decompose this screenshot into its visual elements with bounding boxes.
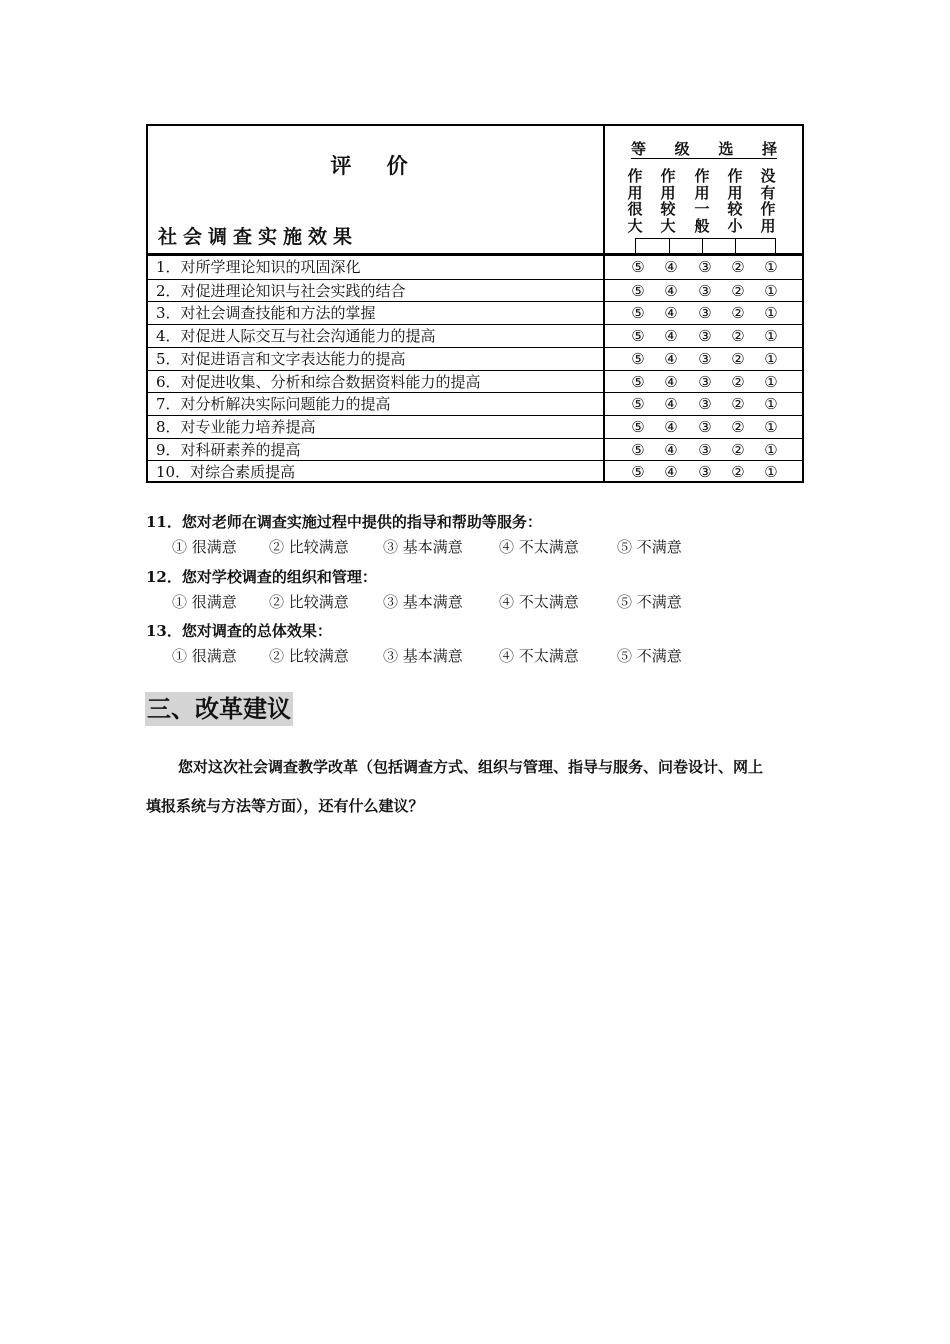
rating-choice[interactable]: ① (764, 258, 778, 276)
row-criterion: 5．对促进语言和文字表达能力的提高 (156, 349, 406, 368)
rating-choice[interactable]: ① (764, 327, 778, 346)
row-criterion: 4．对促进人际交互与社会沟通能力的提高 (156, 327, 436, 346)
grade-title-char: 选 (718, 140, 734, 158)
rating-choice[interactable]: ③ (698, 349, 712, 368)
rating-choice[interactable]: ⑤ (631, 463, 645, 482)
level-label-very-large: 作 用 很 大 (627, 167, 643, 235)
section-heading-reform-suggestions: 三、改革建议 (145, 692, 293, 726)
question-12-option-3[interactable]: ③ 基本满意 (383, 593, 463, 611)
grade-title-char: 择 (761, 140, 777, 158)
header-evaluation: 评 价 (330, 154, 422, 178)
question-11-option-4[interactable]: ④ 不太满意 (499, 538, 579, 556)
rating-choice[interactable]: ② (731, 281, 745, 300)
question-11-option-5[interactable]: ⑤ 不满意 (617, 538, 682, 556)
rating-choice[interactable]: ② (731, 258, 745, 276)
question-12-option-4[interactable]: ④ 不太满意 (499, 593, 579, 611)
level-bracket-tick (635, 238, 636, 254)
table-row (148, 347, 802, 370)
question-13-option-4[interactable]: ④ 不太满意 (499, 647, 579, 665)
rating-choice[interactable]: ⑤ (631, 258, 645, 276)
rating-choice[interactable]: ④ (664, 463, 678, 482)
rating-choice[interactable]: ④ (664, 372, 678, 391)
question-13-option-3[interactable]: ③ 基本满意 (383, 647, 463, 665)
question-11-option-3[interactable]: ③ 基本满意 (383, 538, 463, 556)
level-label-none: 没 有 作 用 (760, 167, 776, 235)
table-row (148, 460, 802, 483)
rating-choice[interactable]: ② (731, 463, 745, 482)
question-12-title: 12．您对学校调查的组织和管理： (146, 568, 377, 586)
question-11-option-2[interactable]: ② 比较满意 (269, 538, 349, 556)
table-row (148, 415, 802, 438)
table-row (148, 301, 802, 324)
rating-choice[interactable]: ② (731, 417, 745, 436)
rating-choice[interactable]: ① (764, 417, 778, 436)
grade-selection-title (631, 138, 777, 159)
table-header-left (148, 126, 604, 254)
rating-choice[interactable]: ② (731, 440, 745, 459)
header-implementation-effect: 社会调查实施效果 (158, 226, 359, 248)
table-row (148, 438, 802, 461)
level-bracket-tick (702, 238, 703, 254)
level-label-average: 作 用 一 般 (694, 167, 710, 235)
rating-choice[interactable]: ① (764, 463, 778, 482)
rating-choice[interactable]: ① (764, 281, 778, 300)
table-header-right (605, 126, 802, 254)
row-criterion: 6．对促进收集、分析和综合数据资料能力的提高 (156, 372, 481, 391)
level-bracket-tick (669, 238, 670, 254)
rating-choice[interactable]: ⑤ (631, 304, 645, 323)
rating-choice[interactable]: ② (731, 395, 745, 414)
suggestion-paragraph-line-2: 填报系统与方法等方面），还有什么建议？ (146, 797, 424, 815)
rating-choice[interactable]: ⑤ (631, 440, 645, 459)
row-criterion: 1．对所学理论知识的巩固深化 (156, 258, 361, 276)
rating-choice[interactable]: ③ (698, 304, 712, 323)
rating-choice[interactable]: ⑤ (631, 395, 645, 414)
row-criterion: 7．对分析解决实际问题能力的提高 (156, 395, 391, 414)
rating-choice[interactable]: ③ (698, 372, 712, 391)
grade-title-char: 等 (631, 140, 647, 158)
question-12-option-1[interactable]: ① 很满意 (172, 593, 237, 611)
row-criterion: 9．对科研素养的提高 (156, 440, 301, 459)
rating-choice[interactable]: ⑤ (631, 327, 645, 346)
level-label-small: 作 用 较 小 (727, 167, 743, 235)
row-criterion: 8．对专业能力培养提高 (156, 417, 316, 436)
row-criterion: 10．对综合素质提高 (156, 463, 296, 482)
rating-choice[interactable]: ① (764, 304, 778, 323)
rating-choice[interactable]: ④ (664, 281, 678, 300)
rating-choice[interactable]: ④ (664, 304, 678, 323)
rating-choice[interactable]: ② (731, 304, 745, 323)
table-row (148, 279, 802, 302)
question-13-title: 13．您对调查的总体效果： (146, 622, 332, 640)
table-row (148, 324, 802, 347)
rating-choice[interactable]: ③ (698, 463, 712, 482)
rating-choice[interactable]: ④ (664, 395, 678, 414)
rating-choice[interactable]: ⑤ (631, 372, 645, 391)
rating-choice[interactable]: ③ (698, 281, 712, 300)
rating-choice[interactable]: ② (731, 327, 745, 346)
question-13-option-1[interactable]: ① 很满意 (172, 647, 237, 665)
rating-choice[interactable]: ④ (664, 440, 678, 459)
rating-choice[interactable]: ④ (664, 417, 678, 436)
rating-choice[interactable]: ① (764, 395, 778, 414)
rating-choice[interactable]: ⑤ (631, 349, 645, 368)
question-11-option-1[interactable]: ① 很满意 (172, 538, 237, 556)
rating-choice[interactable]: ② (731, 349, 745, 368)
evaluation-table (146, 124, 804, 483)
question-11-title: 11．您对老师在调查实施过程中提供的指导和帮助等服务： (146, 513, 542, 531)
rating-choice[interactable]: ③ (698, 395, 712, 414)
suggestion-paragraph-line-1: 您对这次社会调查教学改革（包括调查方式、组织与管理、指导与服务、问卷设计、网上 (178, 758, 764, 776)
question-12-option-2[interactable]: ② 比较满意 (269, 593, 349, 611)
rating-choice[interactable]: ③ (698, 417, 712, 436)
rating-choice[interactable]: ⑤ (631, 417, 645, 436)
level-label-large: 作 用 较 大 (660, 167, 676, 235)
rating-choice[interactable]: ② (731, 372, 745, 391)
table-row (148, 392, 802, 415)
row-criterion: 2．对促进理论知识与社会实践的结合 (156, 281, 406, 300)
rating-choice[interactable]: ③ (698, 258, 712, 276)
table-row (148, 256, 802, 279)
rating-choice[interactable]: ④ (664, 349, 678, 368)
question-13-option-2[interactable]: ② 比较满意 (269, 647, 349, 665)
rating-choice[interactable]: ④ (664, 327, 678, 346)
grade-title-char: 级 (674, 140, 690, 158)
table-row (148, 370, 802, 393)
rating-choice[interactable]: ③ (698, 440, 712, 459)
level-bracket-tick (735, 238, 736, 254)
question-12-option-5[interactable]: ⑤ 不满意 (617, 593, 682, 611)
rating-choice[interactable]: ④ (664, 258, 678, 276)
rating-choice[interactable]: ① (764, 349, 778, 368)
level-bracket (635, 238, 776, 239)
row-criterion: 3．对社会调查技能和方法的掌握 (156, 304, 376, 323)
rating-choice[interactable]: ① (764, 440, 778, 459)
rating-choice[interactable]: ① (764, 372, 778, 391)
level-bracket-tick (775, 238, 776, 254)
rating-choice[interactable]: ⑤ (631, 281, 645, 300)
question-13-option-5[interactable]: ⑤ 不满意 (617, 647, 682, 665)
rating-choice[interactable]: ③ (698, 327, 712, 346)
